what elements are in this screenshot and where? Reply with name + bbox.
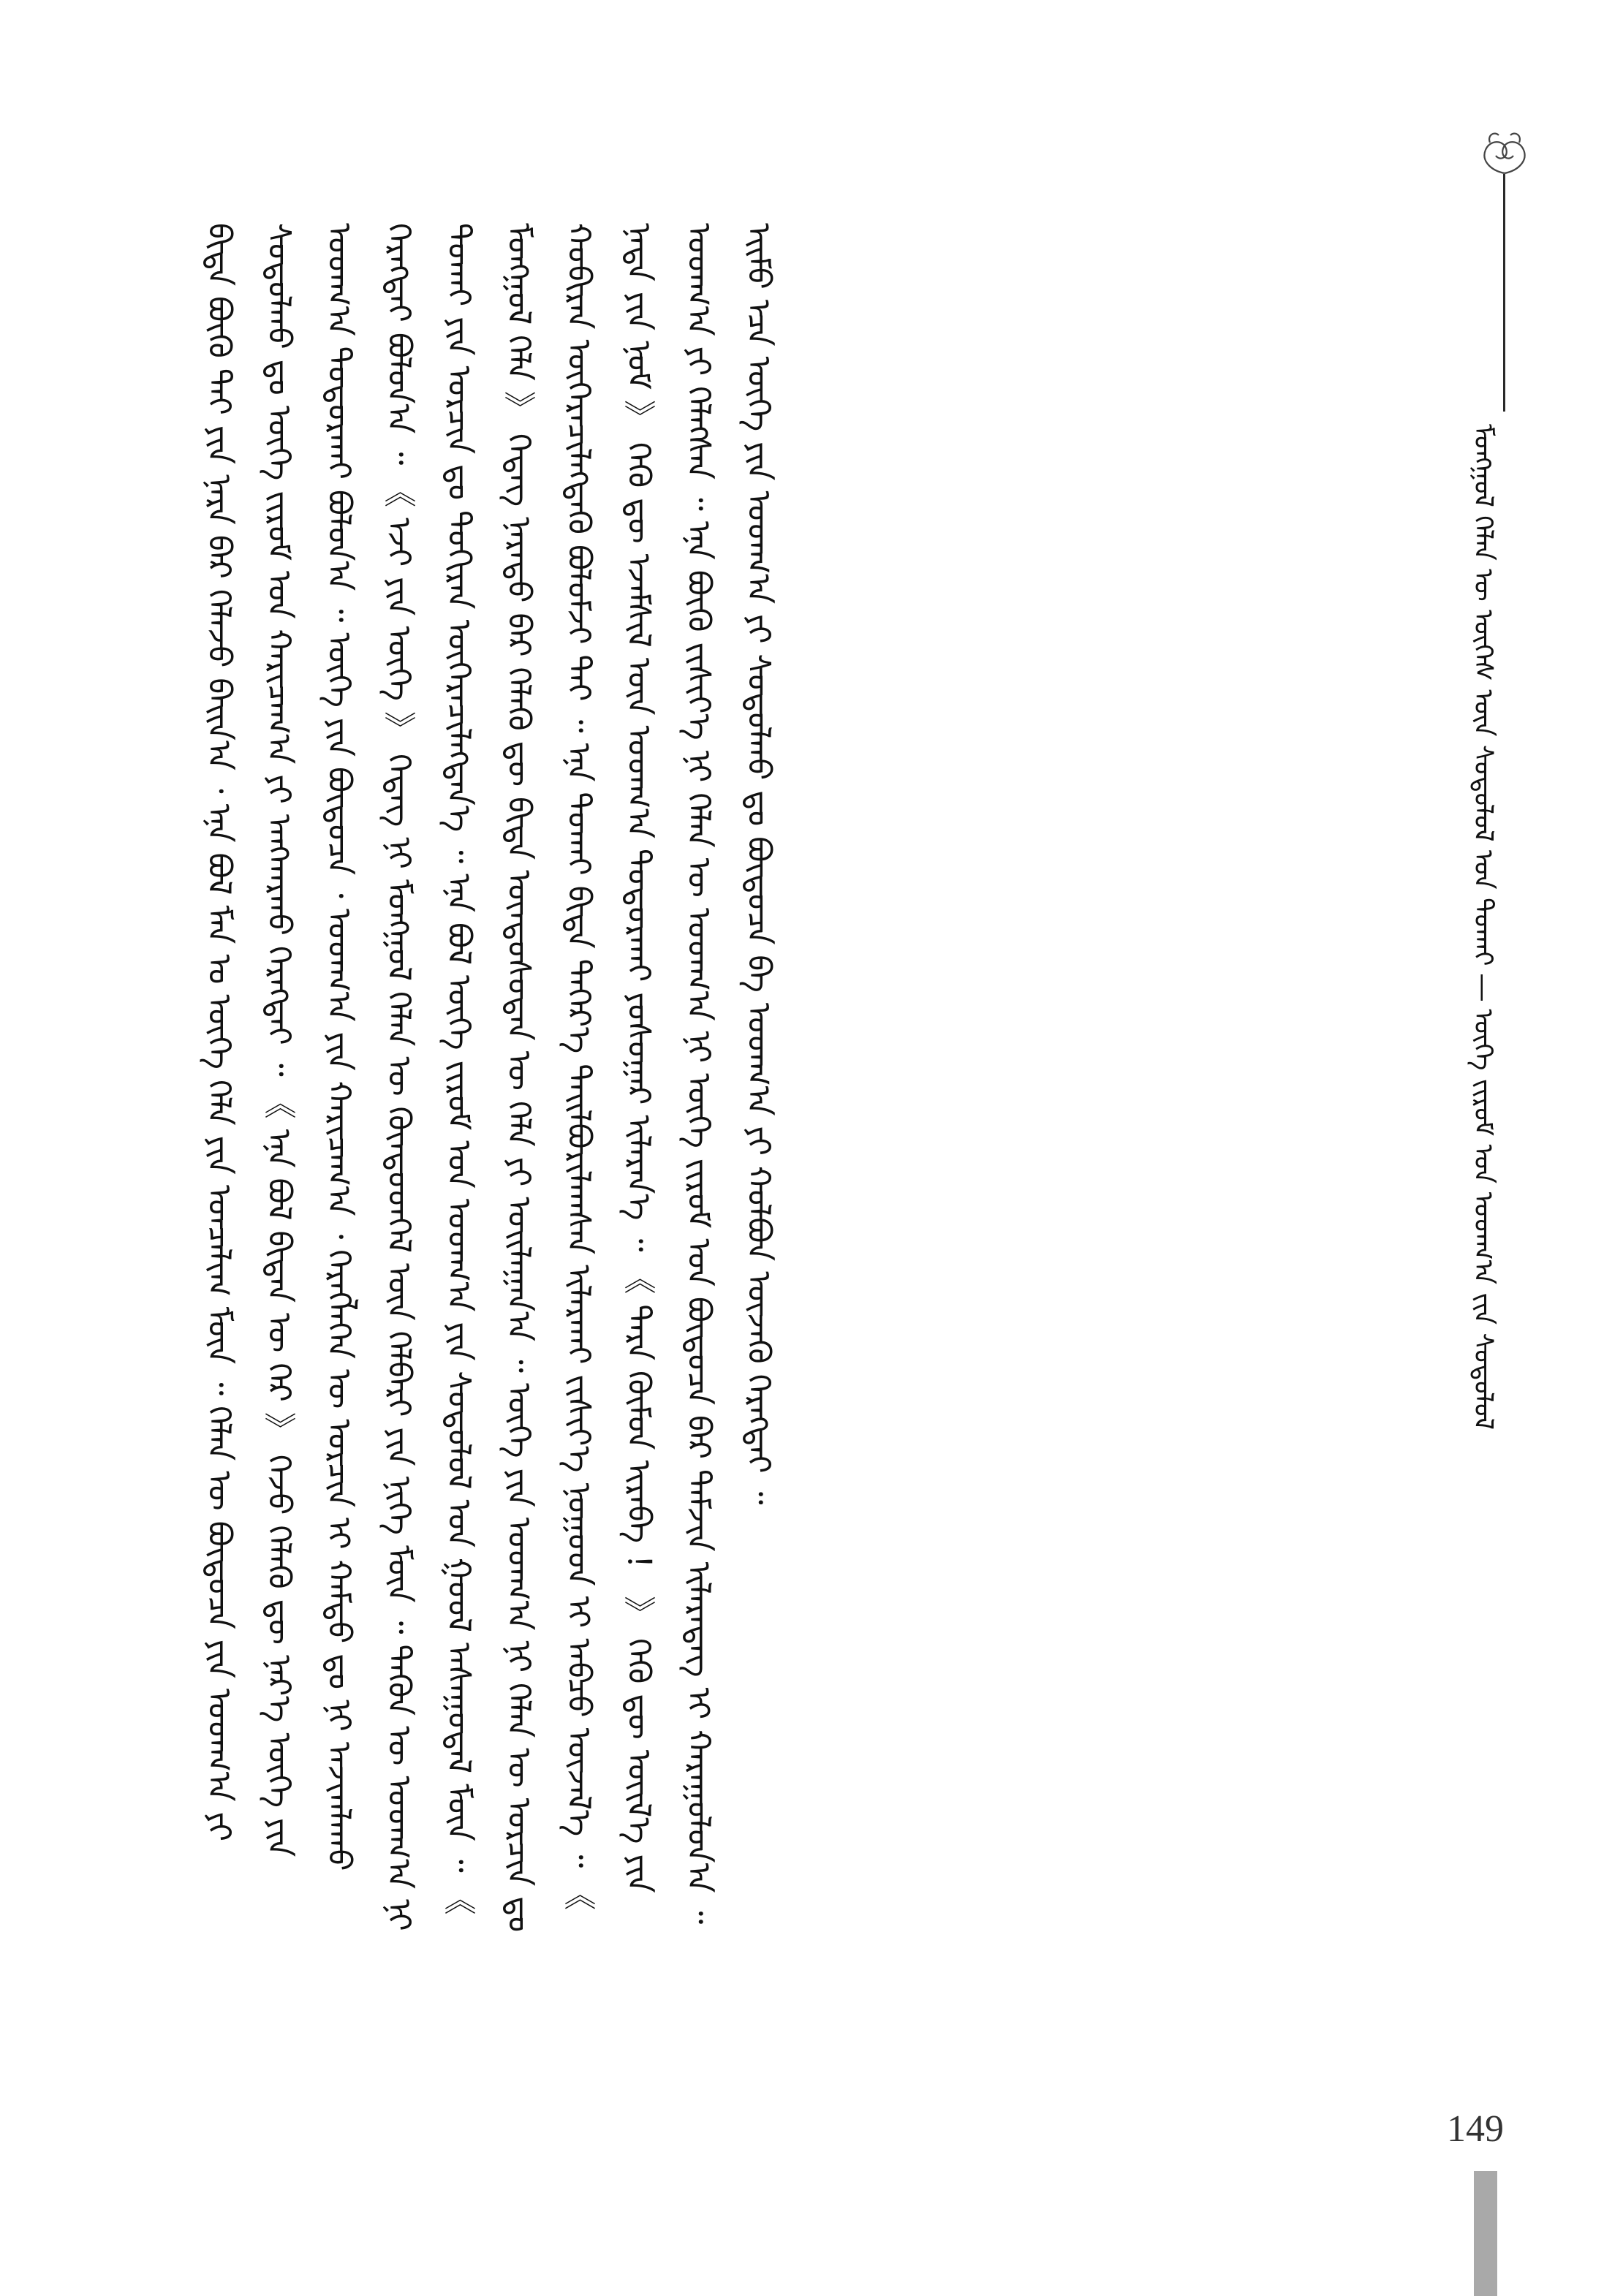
body-text-block (189, 223, 1402, 1977)
body-paragraphs: ᠪᠢᠳᠡ ᠪᠦᠬᠦ ᠳᠠᠢ ᠶᠢᠨ ᠨᠡᠷᠡ ᠪᠡᠷ ᠬᠡᠯᠡᠵᠦ ᠪᠠᠢᠨ᠎ᠠ ᠂ ᠡᠨᠡ ᠪᠣᠯ ᠮᠠᠨ ᠤ ᠦᠭᠡ ᠬᠡᠯᠡ ᠶᠢᠨ ᠣᠨᠴᠠᠯᠢᠭ ᠮᠥᠨ ᠃ ᠬᠡᠯᠡᠨ ᠦ ᠪᠦᠲᠦᠴᠡ ᠶᠢᠨ ᠤᠳᠬ᠎ᠠ ᠶᠢ ᠰᠤᠳᠤᠯᠬᠤ ᠳᠤ ᠦᠭᠡ ᠵᠢᠷᠤᠮ ᠤᠨ ᠬᠠᠷᠢᠴᠠᠭ᠎ᠠ ᠶᠢ ᠠᠩᠬᠠᠷᠬᠤ ᠬᠡᠷᠡᠭᠲᠡᠢ ᠃ 《 ᠡᠨᠡ ᠪᠣᠯ ᠪᠢᠳᠡᠨ ᠦ ᠭᠡᠷ 》 ᠭᠡᠵᠦ ᠬᠡᠯᠡᠬᠦ ᠳᠦ ᠨᠡᠷ᠎ᠡ ᠦᠭᠡ ᠶᠢᠨ ᠤᠳᠬ᠎ᠠ ᠲᠣᠳᠣᠷᠬᠠᠢ ᠪᠣᠯᠤᠨ᠎ᠠ ᠃ ᠦᠭᠡ ᠶᠢᠨ ᠪᠦᠲᠦᠴᠡ ᠂ ᠤᠳᠬ᠎ᠠ ᠶᠢᠨ ᠬᠠᠷᠢᠴᠠᠭ᠎ᠠ ᠂ ᠬᠡᠷᠡᠭᠯᠡᠭᠡᠨ ᠦ ᠣᠷᠴᠢᠨ ᠢ ᠬᠠᠮᠲᠤ ᠳᠤ ᠨᠢ ᠠᠵᠢᠭᠯᠠᠬᠤ ᠬᠡᠷᠡᠭᠲᠡᠢ ᠪᠣᠯᠤᠨ᠎ᠠ ᠃ 《 ᠡᠵᠢ ᠶᠢᠨ ᠦᠭᠡ 》 ᠭᠡᠳᠡᠭ ᠨᠢ ᠮᠣᠩᠭᠣᠯ ᠬᠡᠯᠡᠨ ᠦ ᠬᠦᠨᠳᠦᠳᠭᠡᠯ ᠦᠨ ᠬᠡᠯᠪᠡᠷᠢ ᠶᠢᠨ ᠨᠢᠭᠡ ᠮᠥᠨ ᠃ ᠲᠡᠭᠦᠨ ᠦ ᠤᠳᠬ᠎ᠠ ᠨᠢ ᠲᠤᠬᠠᠢ ᠶᠢᠨ ᠣᠷᠴᠢᠨ ᠳᠤ ᠲᠣᠬᠢᠷᠠᠨ ᠥᠭᠡᠷᠡᠴᠢᠯᠡᠭᠳᠡᠨ᠎ᠡ ᠃ ᠡᠨᠡ ᠪᠣᠯ ᠦᠭᠡ ᠵᠢᠷᠤᠮ ᠤᠨ ᠤᠳᠬ᠎ᠠ ᠶᠢᠨ ᠰᠤᠳᠤᠯᠤᠯ ᠤᠨ ᠭᠣᠤᠯ ᠠᠰᠠᠭᠤᠳᠠᠯ ᠮᠥᠨ ᠃ 《 ᠮᠣᠩᠭᠣᠯ ᠬᠡᠯᠡ 》 ᠭᠡᠳᠡᠭ ᠨᠡᠷᠡᠲᠦ ᠪᠡᠷ ᠬᠡᠯᠡᠬᠦ ᠳᠦ ᠪᠢᠳᠡ ᠦᠨᠳᠦᠰᠦᠲᠡᠨ ᠦ ᠬᠡᠯᠡ ᠶᠢ ᠣᠢᠯᠠᠭᠠᠨ᠎ᠠ ᠃ ᠦᠭᠡ ᠶᠢᠨ ᠤᠳᠬ᠎ᠠ ᠨᠢ ᠬᠡᠯᠡᠨ ᠦ ᠣᠷᠴᠢᠨ ᠳᠤ ᠬᠤᠪᠢᠷᠠᠨ ᠥᠭᠡᠷᠡᠴᠢᠯᠡᠭᠳᠡᠬᠦ ᠪᠣᠯᠤᠮᠵᠢ ᠲᠠᠢ ᠃ ᠡᠨᠡ ᠲᠤᠬᠠᠢ ᠪᠢᠳᠡ ᠳᠡᠭᠡᠷ᠎ᠡ ᠲᠠᠢᠯᠪᠤᠷᠢᠯᠠᠭᠰᠠᠨ ᠢᠯᠠᠷᠬᠠᠢ ᠵᠢᠱᠢᠶ᠎ᠡ ᠨᠤᠭᠤᠳ ᠢ ᠠᠪᠴᠤ ᠦᠵᠡᠯ᠎ᠡ ᠃ 《 ᠨᠠᠳᠠ ᠶᠢᠨ ᠨᠣᠮ 》 ᠭᠡᠬᠦ ᠳᠦ ᠡᠵᠡᠮᠰᠢᠯ ᠦᠨ ᠤᠳᠬ᠎ᠠ ᠲᠣᠳᠣᠷᠬᠠᠢ ᠶᠣᠰᠣᠭᠠᠷ ᠢᠯᠡᠷᠡᠨ᠎ᠡ ᠃ 《 ᠲᠡᠷᠡ ᠬᠦᠮᠦᠨ ᠢᠷᠡᠪᠡ ！ 》 ᠭᠡᠬᠦ ᠳᠦ ᠦᠢᠯ᠎ᠡ ᠶᠢᠨ ᠤᠳᠬ᠎ᠠ ᠶᠢ ᠬᠡᠯᠡᠭᠰᠡᠨ ᠃ ᠡᠨᠡ ᠪᠦᠬᠦ ᠵᠢᠱᠢᠶ᠎ᠡ ᠨᠢ ᠬᠡᠯᠡᠨ ᠦ ᠤᠳᠬ᠎ᠠ ᠨᠢ ᠦᠭᠡ ᠵᠢᠷᠤᠮ ᠤᠨ ᠪᠦᠲᠦᠴᠡ ᠪᠡᠷ ᠳᠠᠮᠵᠢᠨ ᠢᠯᠡᠷᠡᠳᠡᠭ ᠢ ᠬᠠᠷᠠᠭᠤᠯᠤᠨ᠎ᠠ ᠃ ᠡᠢᠮᠤ ᠡᠴᠡ ᠦᠭᠡ ᠶᠢᠨ ᠤᠳᠬ᠎ᠠ ᠶᠢ ᠰᠤᠳᠤᠯᠬᠤ ᠳᠤ ᠪᠦᠲᠦᠴᠡ ᠪᠠ ᠤᠳᠬ᠎ᠠ ᠶᠢ ᠬᠣᠯᠪᠣᠨ ᠦᠵᠡᠬᠦ ᠬᠡᠷᠡᠭᠲᠡᠢ ᠃ (200, 223, 777, 1933)
header-divider (1503, 174, 1505, 412)
running-header-text: ᠮᠣᠩᠭᠣᠯ ᠬᠡᠯᠡᠨ ᠦ ᠦᠭᠡᠰ ᠦᠨ ᠰᠤᠳᠤᠯᠤᠯ ᠤᠨ ᠲᠤᠬᠠᠢ ― ᠦᠭᠡ ᠵᠢᠷᠤᠮ ᠤᠨ ᠤᠳᠬ᠎ᠠ ᠵᠢᠨ ᠰᠤᠳᠤᠯᠤᠯ (1468, 424, 1498, 1430)
thumb-tab (1474, 2171, 1497, 2296)
flourish-ornament-icon (1468, 128, 1541, 179)
page-number: 149 (1447, 2108, 1504, 2150)
running-header (1461, 424, 1541, 1685)
